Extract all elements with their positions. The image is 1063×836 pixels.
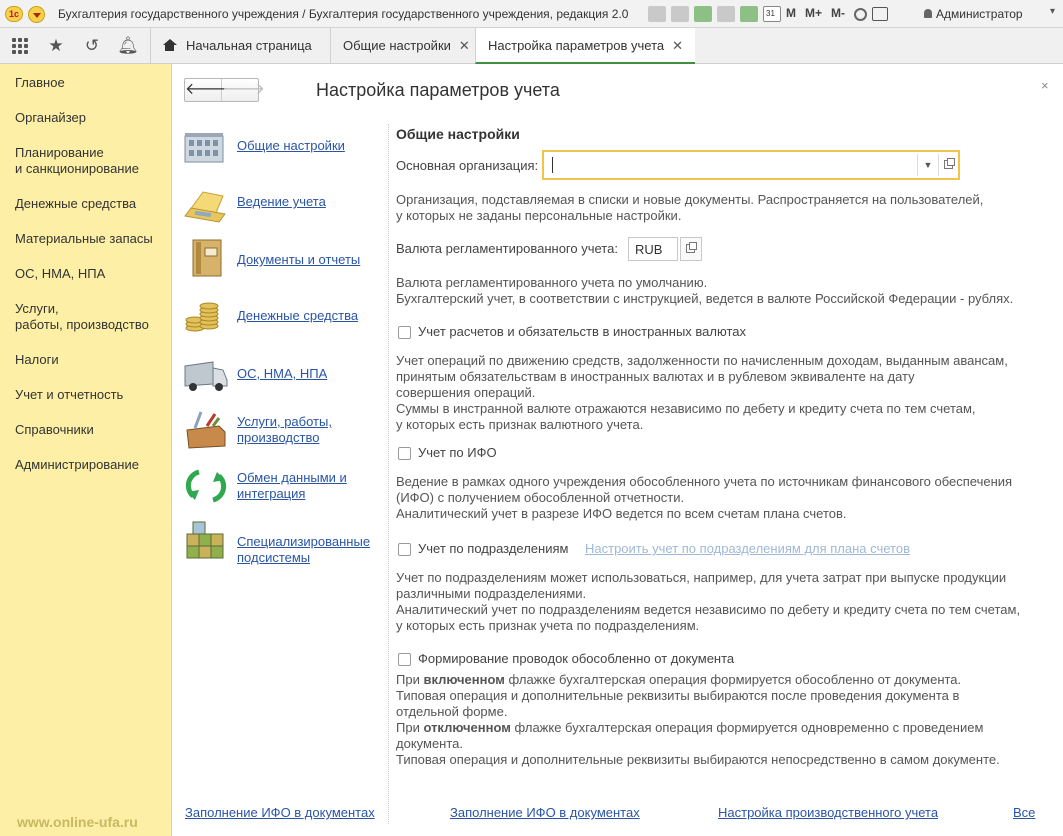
text-caret: [552, 157, 553, 173]
section-link[interactable]: [237, 534, 370, 566]
sidebar-item-label: и санкционирование: [15, 161, 139, 176]
close-tab-icon[interactable]: ✕: [672, 38, 684, 53]
description-line: совершения операций.: [396, 385, 536, 400]
sidebar-item-main[interactable]: Главное: [15, 75, 65, 90]
coins-icon: [183, 296, 229, 336]
bold-term: включенном: [423, 672, 505, 687]
main-menu-icon[interactable]: [28, 6, 45, 23]
toolbar: [648, 5, 893, 23]
description-line: документа.: [396, 736, 463, 751]
home-icon: [163, 39, 176, 51]
description-line: [396, 720, 1000, 736]
calendar-icon[interactable]: [763, 6, 781, 22]
sidebar-item-taxes[interactable]: Налоги: [15, 352, 59, 367]
description-line: [396, 672, 1000, 688]
tab-general-settings[interactable]: [330, 28, 475, 64]
navigation-buttons: [184, 78, 265, 102]
ifo-fill-link-2[interactable]: Заполнение ИФО в документах: [450, 805, 640, 820]
history-icon[interactable]: ↺: [84, 36, 100, 55]
tab-bar: [0, 28, 1063, 64]
section-link-line: интеграция: [237, 486, 306, 501]
truck-icon: [183, 354, 229, 394]
org-label: Основная организация:: [396, 158, 539, 173]
calculator-icon[interactable]: [740, 6, 758, 22]
sync-icon: [183, 466, 229, 506]
divider: [388, 124, 389, 824]
foreign-currency-description: [396, 353, 1008, 433]
close-tab-icon[interactable]: ✕: [458, 38, 470, 53]
section-link[interactable]: [237, 470, 347, 502]
ifo-checkbox[interactable]: [398, 447, 411, 460]
notifications-bell-icon[interactable]: 🔔︎: [117, 36, 139, 55]
description-line: Учет по подразделениям может использоваться, например, для учета затрат при выпуске продукции: [396, 570, 1007, 585]
binder-icon: [183, 238, 229, 278]
separate-postings-checkbox[interactable]: [398, 653, 411, 666]
sidebar-item-label: работы, производство: [15, 317, 149, 332]
description-line: принятым обязательствам в иностранных валютах и в рублевом эквиваленте на дату: [396, 369, 915, 384]
sidebar-item-references[interactable]: Справочники: [15, 422, 94, 437]
section-accounting[interactable]: [183, 184, 393, 228]
description-line: Аналитический учет в разрезе ИФО ведется по всем счетам плана счетов.: [396, 506, 847, 521]
sidebar-item-administration[interactable]: Администрирование: [15, 457, 139, 472]
department-label[interactable]: Учет по подразделениям: [418, 541, 569, 556]
ifo-label[interactable]: Учет по ИФО: [418, 445, 497, 460]
separate-postings-description: [396, 672, 1000, 768]
section-link[interactable]: ОС, НМА, НПА: [237, 366, 328, 381]
section-link[interactable]: Документы и отчеты: [237, 252, 361, 267]
description-line: Бухгалтерский учет, в соответствии с инструкцией, ведется в валюте Российской Федерации - рублях.: [396, 291, 1014, 306]
sidebar-item-cash[interactable]: Денежные средства: [15, 196, 137, 211]
section-link-line: Услуги, работы,: [237, 414, 332, 429]
section-general-settings[interactable]: [183, 128, 393, 172]
separate-postings-label[interactable]: Формирование проводок обособленно от документа: [418, 651, 735, 666]
org-description: [396, 192, 983, 224]
tab-label: Настройка параметров учета: [488, 38, 665, 53]
section-subsystems[interactable]: [183, 520, 393, 564]
currency-description: [396, 275, 1013, 307]
watermark: www.online-ufa.ru: [17, 814, 138, 830]
description-line: (ИФО) с получением обособленной отчетности.: [396, 490, 685, 505]
tab-label: Начальная страница: [186, 38, 312, 53]
dropdown-arrow-icon[interactable]: ▼: [917, 154, 938, 176]
user-menu[interactable]: [924, 7, 1023, 21]
text-run: флажке бухгалтерская операция формируется одновременно с проведением: [510, 720, 984, 735]
sidebar-item-inventory[interactable]: Материальные запасы: [15, 231, 153, 246]
app-logo-icon[interactable]: 1с: [5, 6, 23, 22]
tab-home[interactable]: [150, 28, 330, 64]
section-link-line: Специализированные: [237, 534, 371, 549]
sidebar-item-services[interactable]: [15, 301, 149, 333]
description-line: Организация, подставляемая в списки и новые документы. Распространяется на пользователей,: [396, 192, 984, 207]
sidebar-item-fixed-assets[interactable]: ОС, НМА, НПА: [15, 266, 106, 281]
section-link[interactable]: Денежные средства: [237, 308, 359, 323]
app-title: Бухгалтерия государственного учреждения / Бухгалтерия государственного учреждения, редакция 2.0: [58, 7, 629, 21]
department-description: [396, 570, 1020, 634]
ifo-fill-link-1[interactable]: Заполнение ИФО в документах: [185, 805, 375, 820]
sidebar-item-organizer[interactable]: Органайзер: [15, 110, 86, 125]
tab-label: Общие настройки: [343, 38, 451, 53]
description-line: Аналитический учет по подразделениям ведется независимо по дебету и кредиту счета по тем счетам,: [396, 602, 1021, 617]
description-line: Валюта регламентированного учета по умолчанию.: [396, 275, 708, 290]
open-icon: [944, 160, 953, 169]
bold-term: отключенном: [423, 720, 511, 735]
text-run: При: [396, 672, 424, 687]
sidebar-item-planning[interactable]: [15, 145, 139, 177]
text-run: флажке бухгалтерская операция формируется обособленно от документа.: [504, 672, 962, 687]
zoom-icon[interactable]: [854, 8, 867, 21]
description-line: Суммы в инстранной валюте отражаются независимо по дебету и кредиту счета по тем счетам,: [396, 401, 976, 416]
save-icon[interactable]: [648, 6, 666, 22]
panel-icon[interactable]: [872, 7, 888, 21]
description-line: отдельной форме.: [396, 704, 508, 719]
currency-open-button[interactable]: [680, 237, 702, 261]
favorites-star-icon[interactable]: ★: [48, 36, 64, 55]
department-checkbox[interactable]: [398, 543, 411, 556]
section-exchange[interactable]: [183, 466, 393, 510]
section-services[interactable]: [183, 410, 393, 454]
section-link[interactable]: Общие настройки: [237, 138, 345, 153]
foreign-currency-label[interactable]: Учет расчетов и обязательств в иностранных валютах: [418, 324, 746, 339]
user-icon: [924, 9, 932, 18]
section-cash[interactable]: [183, 296, 393, 340]
currency-label: Валюта регламентированного учета:: [396, 241, 618, 256]
print-icon[interactable]: [671, 6, 689, 22]
window-menu-icon[interactable]: ▾: [1050, 6, 1056, 17]
download-icon[interactable]: [694, 6, 712, 22]
user-name: Администратор: [936, 7, 1023, 21]
section-link[interactable]: Ведение учета: [237, 194, 326, 209]
settings-heading: Общие настройки: [396, 126, 520, 142]
section-link[interactable]: [237, 414, 332, 446]
memory-m-plus-button[interactable]: M+: [805, 6, 823, 20]
tab-accounting-parameters[interactable]: [475, 28, 695, 64]
all-link[interactable]: Все: [1013, 805, 1036, 820]
description-line: различными подразделениями.: [396, 586, 587, 601]
sidebar-item-label: Планирование: [15, 145, 104, 160]
open-icon: [686, 244, 695, 253]
memory-m-button[interactable]: M: [786, 6, 796, 20]
section-link-line: подсистемы: [237, 550, 311, 565]
page-title: Настройка параметров учета: [316, 80, 560, 100]
forward-arrow-icon[interactable]: 🡒: [222, 81, 265, 98]
sidebar-item-label: Услуги,: [15, 301, 59, 316]
section-link-line: производство: [237, 430, 320, 445]
sidebar-item-reporting[interactable]: Учет и отчетность: [15, 387, 124, 402]
description-line: Типовая операция и дополнительные реквизиты выбираются после проведения документа в: [396, 688, 960, 703]
toolbox-icon: [183, 410, 229, 450]
description-line: у которых есть признак учета по подразделениям.: [396, 618, 700, 633]
section-link-line: Обмен данными и: [237, 470, 347, 485]
cubes-icon: [183, 520, 229, 560]
sidebar: [0, 64, 172, 836]
org-field[interactable]: [542, 150, 960, 180]
memory-m-minus-button[interactable]: M-: [831, 6, 846, 20]
ifo-description: [396, 474, 1012, 522]
title-bar: [0, 0, 1063, 28]
description-line: Ведение в рамках одного учреждения обособленного учета по источникам финансового обеспечения: [396, 474, 1013, 489]
preview-icon[interactable]: [717, 6, 735, 22]
close-form-icon[interactable]: ×: [1041, 78, 1049, 93]
text-run: При: [396, 720, 424, 735]
section-documents[interactable]: [183, 238, 393, 282]
description-line: Типовая операция и дополнительные реквизиты выбираются непосредственно в самом документе.: [396, 752, 1000, 767]
folder-icon: [183, 184, 229, 224]
open-form-button[interactable]: [938, 154, 958, 176]
description-line: у которых есть признак валютного учета.: [396, 417, 644, 432]
main-panel: [173, 64, 1063, 836]
description-line: Учет операций по движению средств, задолженности по начисленным доходам, выданным авансам,: [396, 353, 1008, 368]
section-fixed-assets[interactable]: [183, 354, 393, 398]
apps-grid-icon[interactable]: [9, 36, 31, 56]
building-icon: [183, 128, 229, 168]
department-setup-link[interactable]: Настроить учет по подразделениям для плана счетов: [585, 541, 911, 556]
foreign-currency-checkbox[interactable]: [398, 326, 411, 339]
back-arrow-icon[interactable]: 🡐: [185, 79, 222, 101]
production-accounting-link[interactable]: Настройка производственного учета: [718, 805, 939, 820]
description-line: у которых не заданы персональные настройки.: [396, 208, 682, 223]
currency-field[interactable]: RUB: [628, 237, 678, 261]
